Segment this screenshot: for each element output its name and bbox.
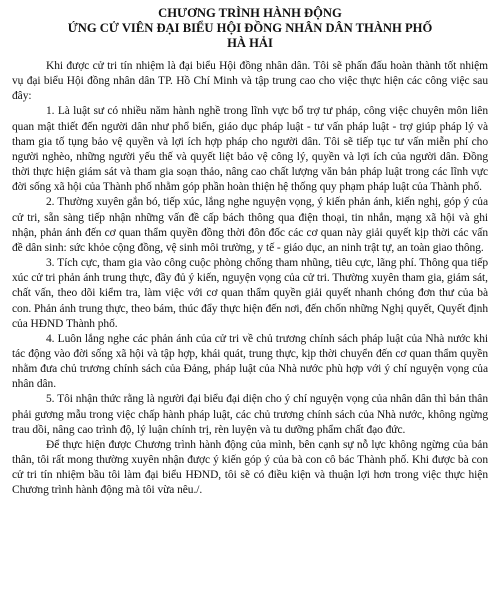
action-item-1: 1. Là luật sư có nhiều năm hành nghề trong lĩnh vực bổ trợ tư pháp, công việc chuyên môn liên quan mật thiết đến người dân như phổ biến, giáo dục pháp luật - tư vấn pháp luật - trợ giúp pháp lý và tham gia tố tụng bảo vệ quyền và lợi ích hợp pháp cho người dân. Tôi sẽ tiếp tục tư vấn miễn phí cho người nghèo, những người yếu thế và quyết liệt bảo vệ công lý, quyền và lợi ích của người dân. Đồng thời thực hiện giám sát và tham gia soạn thảo, nâng cao chất lượng văn bản pháp luật trong các lĩnh vực đời sống xã hội của Thành phố nhằm góp phần hoàn thiện hệ thống quy phạm pháp luật của Thành phố. bbox=[12, 105, 488, 194]
document-title-line-2: ỨNG CỬ VIÊN ĐẠI BIỂU HỘI ĐỒNG NHÂN DÂN THÀNH PHỐ bbox=[67, 21, 433, 35]
intro-paragraph: Khi được cử tri tín nhiệm là đại biểu Hội đồng nhân dân. Tôi sẽ phấn đấu hoàn thành tốt nhiệm vụ đại biểu Hội đồng nhân dân TP. Hồ Chí Minh và tập trung cao cho việc thực hiện các công việc sau đây: bbox=[12, 60, 488, 103]
document-body bbox=[12, 59, 488, 499]
candidate-name: HÀ HẢI bbox=[227, 36, 273, 50]
action-item-4: 4. Luôn lắng nghe các phản ánh của cử tri về chủ trương chính sách pháp luật của Nhà nước khi tác động vào đời sống xã hội và tập hợp, khái quát, trung thực, kịp thời chuyển đến cơ quan thẩm quyền nhằm đưa chủ trương chính sách của Đảng, pháp luật của Nhà nước phù hợp với ý chí nguyện vọng của nhân dân. bbox=[12, 332, 488, 391]
action-item-3: 3. Tích cực, tham gia vào công cuộc phòng chống tham nhũng, tiêu cực, lãng phí. Thông qua tiếp xúc cử tri phản ánh trung thực, đầy đủ ý kiến, nguyện vọng của cử tri. Thường xuyên tham gia, giám sát, chất vấn, theo dõi kiểm tra, làm việc với cơ quan thẩm quyền giải quyết nhanh chóng đơn thư của bà con. Phản ánh trung thực, theo bám, thúc đẩy thực hiện đến nơi, đến chốn những Nghị quyết, Quyết định của HĐND Thành phố. bbox=[12, 257, 488, 330]
closing-paragraph: Để thực hiện được Chương trình hành động của mình, bên cạnh sự nỗ lực không ngừng của bản thân, tôi rất mong thường xuyên nhận được ý kiến góp ý của bà con cô bác Thành phố. Khi được bà con cử tri tín nhiệm bầu tôi làm đại biểu HĐND, tôi sẽ có điều kiện và thuận lợi hơn trong việc thực hiện Chương trình hành động mà tôi vừa nêu./. bbox=[12, 438, 488, 497]
action-item-2: 2. Thường xuyên gắn bó, tiếp xúc, lắng nghe nguyện vọng, ý kiến phản ánh, kiến nghị, góp ý của cử tri, sẵn sàng tiếp nhận những vấn đề cấp bách thông qua điện thoại, tin nhắn, mạng xã hội và ghi nhận, phản ánh đến cơ quan thẩm quyền đồng thời đôn đốc các cơ quan này giải quyết kịp thời các vấn đề dân sinh: sức khỏe cộng đồng, vệ sinh môi trường, y tế - giáo dục, an ninh trật tự, an toàn giao thông. bbox=[12, 196, 488, 254]
document-header bbox=[12, 6, 488, 51]
document-title-line-1: CHƯƠNG TRÌNH HÀNH ĐỘNG bbox=[158, 6, 342, 20]
action-item-5: 5. Tôi nhận thức rằng là người đại biểu đại diện cho ý chí nguyện vọng của nhân dân thì bản thân phải gương mẫu trong việc chấp hành pháp luật, các chủ trương chính sách của Nhà nước, không ngừng trau dồi, nâng cao trình độ, lý luận chính trị, rèn luyện và tu dưỡng phẩm chất đạo đức. bbox=[12, 393, 488, 436]
